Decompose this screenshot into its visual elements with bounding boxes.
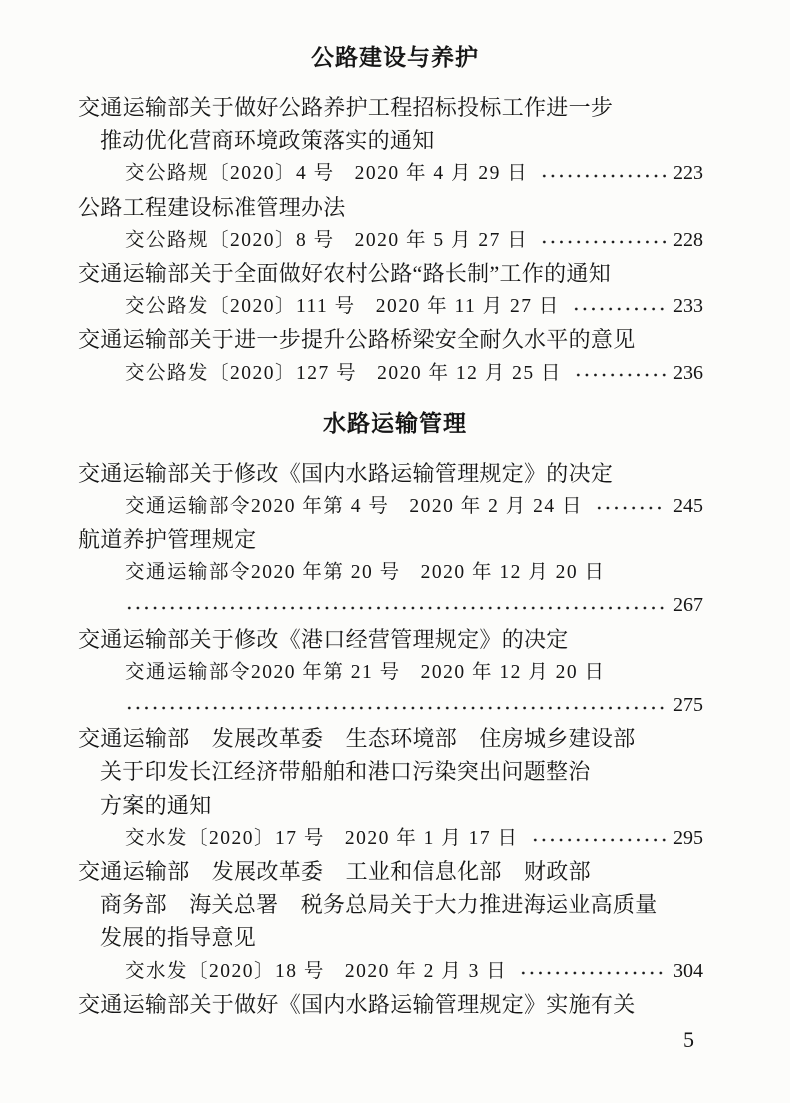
- doc-number: 交水发〔2020〕18 号: [125, 960, 325, 982]
- toc-entry: [0, 257, 790, 323]
- doc-number: 交水发〔2020〕17 号: [125, 827, 325, 849]
- page-ref: 223: [673, 162, 703, 185]
- entry-detail: [0, 157, 790, 190]
- page-ref: 267: [673, 594, 703, 617]
- page-ref: 304: [673, 959, 703, 982]
- section-heading: 公路建设与养护: [311, 44, 479, 70]
- issue-date: 2020 年 1 月 17 日: [344, 827, 519, 849]
- doc-number: 交公路发〔2020〕127 号: [125, 362, 358, 384]
- entry-detail: [0, 556, 790, 589]
- entry-detail: [0, 224, 790, 257]
- entry-title-line: 方案的通知: [100, 792, 212, 818]
- entry-title-line: 交通运输部关于修改《国内水路运输管理规定》的决定: [78, 460, 614, 486]
- page-ref: 228: [673, 228, 703, 251]
- entry-detail: [0, 955, 790, 988]
- dot-leader: [125, 705, 666, 711]
- entry-title-line: 关于印发长江经济带船舶和港口污染突出问题整治: [100, 759, 591, 785]
- dot-leader: [519, 970, 666, 976]
- dot-leader: [531, 837, 666, 843]
- toc-entry: [0, 855, 790, 988]
- toc-entry: [0, 722, 790, 855]
- entry-title-line: 交通运输部关于进一步提升公路桥梁安全耐久水平的意见: [78, 327, 636, 353]
- toc-section: [0, 406, 790, 1021]
- entry-detail: [0, 822, 790, 855]
- issue-date: 2020 年 12 月 20 日: [420, 562, 606, 584]
- entry-detail: [0, 290, 790, 323]
- entry-title-line: 交通运输部关于做好公路养护工程招标投标工作进一步: [78, 95, 614, 120]
- page-ref: 295: [673, 826, 703, 849]
- issue-date: 2020 年 5 月 27 日: [354, 229, 529, 251]
- issue-date: 2020 年 12 月 20 日: [420, 661, 606, 683]
- doc-number: 交公路发〔2020〕111 号: [125, 296, 356, 318]
- toc-entry: [0, 523, 790, 623]
- dot-leader: [574, 372, 666, 378]
- toc-entry: [0, 323, 790, 389]
- issue-date: 2020 年 12 月 25 日: [377, 362, 563, 384]
- entry-title-line: 推动优化营商环境政策落实的通知: [100, 128, 435, 154]
- toc-entry: [0, 988, 790, 1021]
- page-ref: 275: [673, 694, 703, 716]
- dot-leader: [595, 505, 666, 511]
- page-ref: 236: [673, 361, 703, 384]
- entry-title-line: 交通运输部 发展改革委 工业和信息化部 财政部: [78, 858, 591, 884]
- doc-number: 交通运输部令2020 年第 20 号: [125, 562, 401, 584]
- issue-date: 2020 年 11 月 27 日: [375, 296, 560, 318]
- dot-leader: [540, 173, 666, 179]
- toc-content: [0, 40, 790, 1021]
- entry-detail: [0, 490, 790, 523]
- entry-detail: [0, 357, 790, 390]
- entry-title-line: 航道养护管理规定: [78, 527, 257, 553]
- dot-leader: [572, 306, 666, 312]
- entry-title-line: 商务部 海关总署 税务总局关于大力推进海运业高质量: [100, 892, 658, 918]
- entry-leader-line: [0, 689, 790, 722]
- entry-title-line: 发展的指导意见: [100, 925, 257, 951]
- dot-leader: [540, 239, 666, 245]
- doc-number: 交公路规〔2020〕8 号: [125, 229, 335, 251]
- toc-entry: [0, 191, 790, 257]
- issue-date: 2020 年 2 月 3 日: [344, 960, 508, 982]
- entry-title-line: 交通运输部 发展改革委 生态环境部 住房城乡建设部: [78, 726, 636, 752]
- dot-leader: [125, 605, 666, 611]
- section-heading: 水路运输管理: [323, 409, 467, 436]
- entry-title-line: 交通运输部关于修改《港口经营管理规定》的决定: [78, 626, 569, 652]
- entry-title-line: 公路工程建设标准管理办法: [78, 194, 346, 220]
- issue-date: 2020 年 2 月 24 日: [409, 495, 584, 517]
- toc-entry: [0, 457, 790, 523]
- page-ref: 233: [673, 295, 703, 318]
- toc-section: [0, 40, 790, 390]
- doc-number: 交公路规〔2020〕4 号: [125, 163, 335, 185]
- toc-entry: [0, 623, 790, 723]
- toc-entry: [0, 91, 790, 191]
- entry-leader-line: [0, 589, 790, 622]
- issue-date: 2020 年 4 月 29 日: [354, 163, 529, 185]
- entry-detail: [0, 656, 790, 689]
- entry-title-line: 交通运输部关于做好《国内水路运输管理规定》实施有关: [78, 991, 636, 1017]
- page-number: 5: [683, 1027, 694, 1052]
- page-ref: 245: [673, 494, 703, 517]
- doc-number: 交通运输部令2020 年第 4 号: [125, 495, 390, 517]
- entry-title-line: 交通运输部关于全面做好农村公路“路长制”工作的通知: [78, 260, 612, 286]
- doc-number: 交通运输部令2020 年第 21 号: [125, 661, 401, 683]
